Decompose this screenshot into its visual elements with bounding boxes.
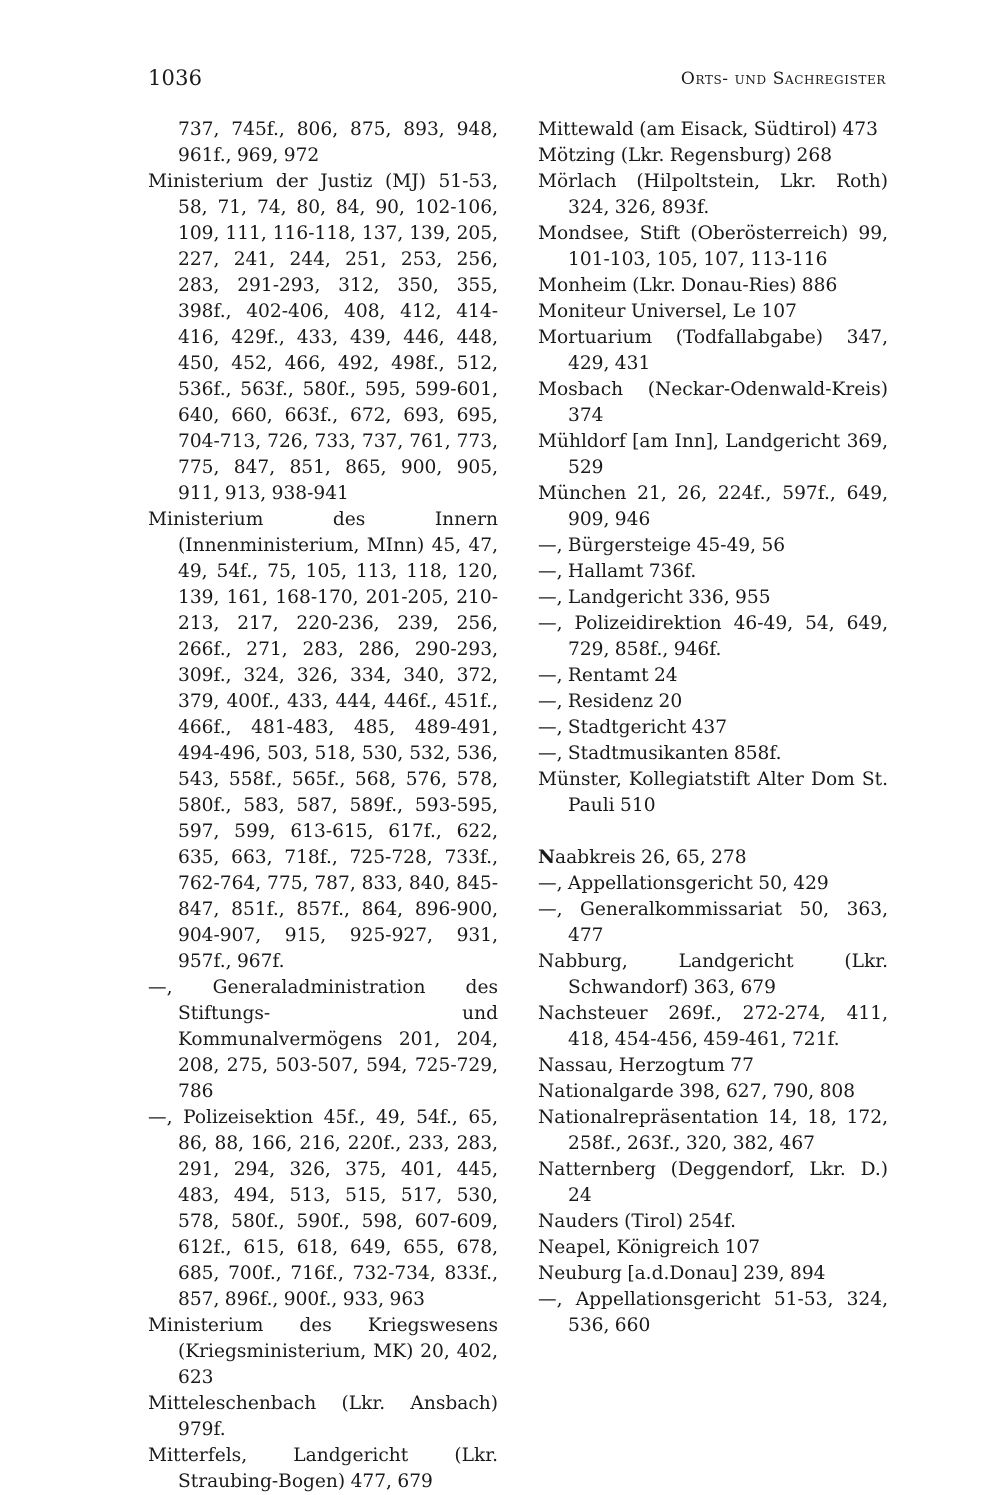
index-entry-section-start [538, 845, 888, 871]
index-column-right [538, 117, 888, 1339]
section-initial-letter: N [538, 847, 555, 868]
index-entry: Nabburg, Landgericht (Lkr. Schwandorf) 363, 679 [538, 951, 888, 998]
index-entry: Mortuarium (Todfallabgabe) 347, 429, 431 [538, 327, 888, 374]
index-entry: Münster, Kollegiatstift Alter Dom St. Pauli 510 [538, 769, 888, 816]
index-entry: Nachsteuer 269f., 272-274, 411, 418, 454-456, 459-461, 721f. [538, 1003, 888, 1050]
index-entry: —, Appellationsgericht 51-53, 324, 536, 660 [538, 1289, 888, 1336]
index-entry: —, Generaladministration des Stiftungs- und Kommunalvermögens 201, 204, 208, 275, 503-507, 594, 725-729, 786 [148, 977, 498, 1102]
index-column-left [148, 117, 498, 1495]
index-entry: Mörlach (Hilpoltstein, Lkr. Roth) 324, 326, 893f. [538, 171, 888, 218]
index-entry: Natternberg (Deggendorf, Lkr. D.) 24 [538, 1159, 888, 1206]
index-entry: Ministerium des Innern (Innenministerium, MInn) 45, 47, 49, 54f., 75, 105, 113, 118, 120, 139, 161, 168-170, 201-205, 210-213, 217, 220-236, 239, 256, 266f., 271, 283, 286, 290-293, 309f., 324, 326, 334, 340, 372, 379, 400f., 433, 444, 446f., 451f., 466f., 481-483, 485, 489-491, 494-496, 503, 518, 530, 532, 536, 543, 558f., 565f., 568, 576, 578, 580f., 583, 587, 589f., 593-595, 597, 599, 613-615, 617f., 622, 635, 663, 718f., 725-728, 733f., 762-764, 775, 787, 833, 840, 845-847, 851f., 857f., 864, 896-900, 904-907, 915, 925-927, 931, 957f., 967f. [148, 509, 498, 972]
index-entry: —, Residenz 20 [538, 691, 683, 712]
index-entry: Mosbach (Neckar-Odenwald-Kreis) 374 [538, 379, 888, 426]
index-entry: —, Stadtgericht 437 [538, 717, 728, 738]
index-entry: 737, 745f., 806, 875, 893, 948, 961f., 969, 972 [178, 119, 498, 166]
index-entry-text: aabkreis 26, 65, 278 [555, 847, 747, 868]
index-entry: Neapel, Königreich 107 [538, 1237, 761, 1258]
index-entry: —, Bürgersteige 45-49, 56 [538, 535, 786, 556]
index-entry: Neuburg [a.d.Donau] 239, 894 [538, 1263, 826, 1284]
index-entry: Nassau, Herzogtum 77 [538, 1055, 754, 1076]
index-entry: Nauders (Tirol) 254f. [538, 1211, 736, 1232]
index-entry: —, Generalkommissariat 50, 363, 477 [538, 899, 888, 946]
index-entry: Mitteleschenbach (Lkr. Ansbach) 979f. [148, 1393, 498, 1440]
index-entry: Mühldorf [am Inn], Landgericht 369, 529 [538, 431, 888, 478]
index-entry: Mondsee, Stift (Oberösterreich) 99, 101-103, 105, 107, 113-116 [538, 223, 888, 270]
index-entry: Ministerium des Kriegswesens (Kriegsministerium, MK) 20, 402, 623 [148, 1315, 498, 1388]
index-entry: —, Appellationsgericht 50, 429 [538, 873, 829, 894]
index-entry: Mitterfels, Landgericht (Lkr. Straubing-Bogen) 477, 679 [148, 1445, 498, 1492]
index-entry: —, Landgericht 336, 955 [538, 587, 771, 608]
index-entry: Mittewald (am Eisack, Südtirol) 473 [538, 119, 878, 140]
index-entry: Nationalrepräsentation 14, 18, 172, 258f., 263f., 320, 382, 467 [538, 1107, 888, 1154]
index-entry: —, Polizeisektion 45f., 49, 54f., 65, 86, 88, 166, 216, 220f., 233, 283, 291, 294, 326, 375, 401, 445, 483, 494, 513, 515, 517, 530, 578, 580f., 590f., 598, 607-609, 612f., 615, 618, 649, 655, 678, 685, 700f., 716f., 732-734, 833f., 857, 896f., 900f., 933, 963 [148, 1107, 498, 1310]
running-title: Orts- und Sachregister [680, 69, 886, 89]
index-entry: —, Hallamt 736f. [538, 561, 697, 582]
page-number: 1036 [148, 66, 203, 90]
index-entry: Moniteur Universel, Le 107 [538, 301, 797, 322]
index-entry: München 21, 26, 224f., 597f., 649, 909, 946 [538, 483, 888, 530]
section-gap [538, 819, 888, 845]
index-entry: —, Rentamt 24 [538, 665, 678, 686]
index-entry: Mötzing (Lkr. Regensburg) 268 [538, 145, 833, 166]
index-entry: Nationalgarde 398, 627, 790, 808 [538, 1081, 856, 1102]
index-entry: Ministerium der Justiz (MJ) 51-53, 58, 71, 74, 80, 84, 90, 102-106, 109, 111, 116-118, 137, 139, 205, 227, 241, 244, 251, 253, 256, 283, 291-293, 312, 350, 355, 398f., 402-406, 408, 412, 414-416, 429f., 433, 439, 446, 448, 450, 452, 466, 492, 498f., 512, 536f., 563f., 580f., 595, 599-601, 640, 660, 663f., 672, 693, 695, 704-713, 726, 733, 737, 761, 773, 775, 847, 851, 865, 900, 905, 911, 913, 938-941 [148, 171, 498, 504]
index-entry: —, Stadtmusikanten 858f. [538, 743, 782, 764]
index-entry: —, Polizeidirektion 46-49, 54, 649, 729, 858f., 946f. [538, 613, 888, 660]
index-entry: Monheim (Lkr. Donau-Ries) 886 [538, 275, 838, 296]
